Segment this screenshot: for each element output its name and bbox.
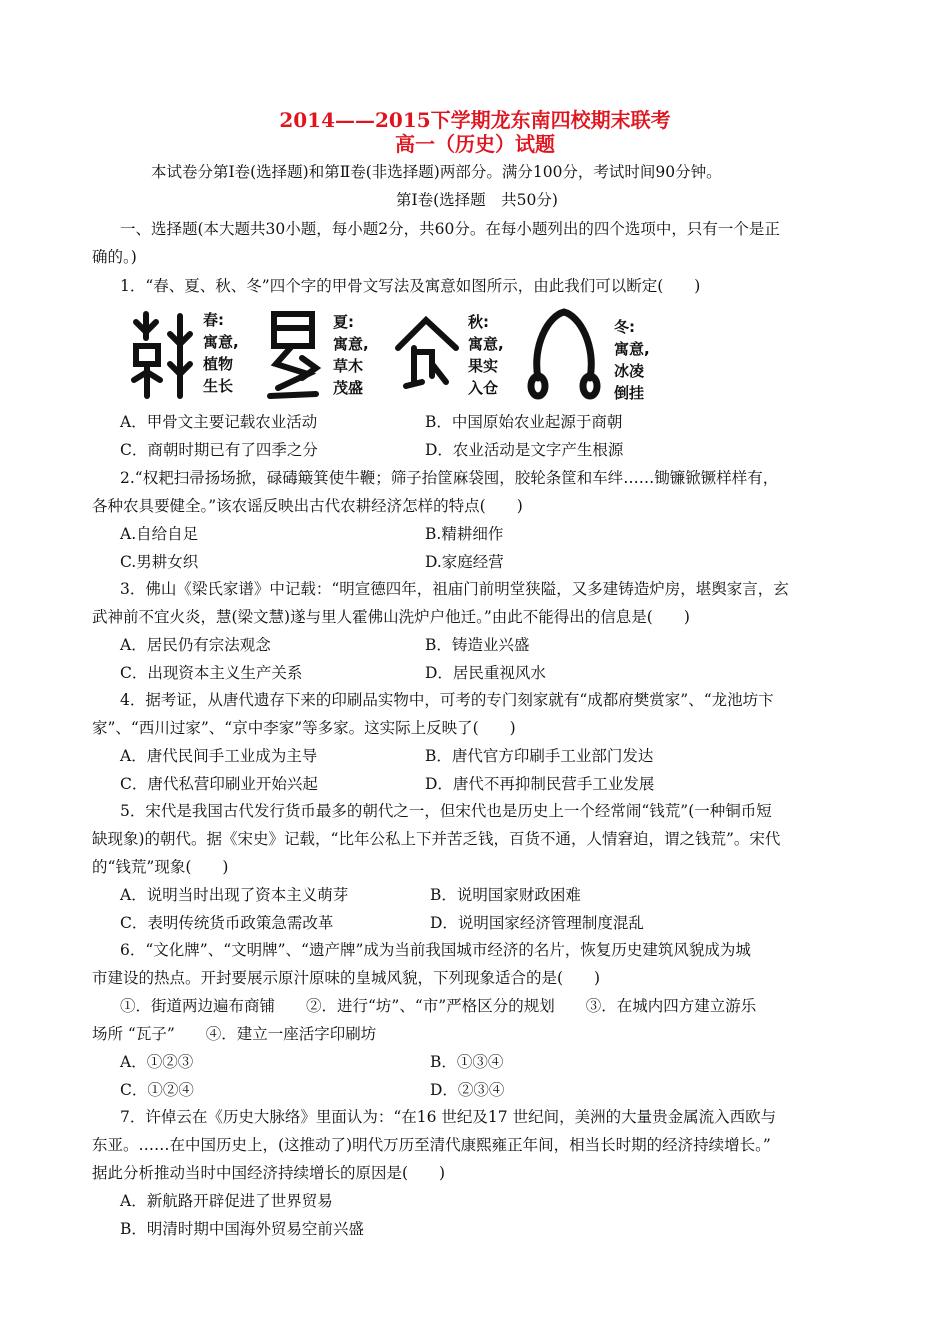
q7-stem-line-2: 东亚。……在中国历史上，(这推动了)明代万历至清代康熙雍正年间，相当长时期的经济持续增长。” [92, 1136, 771, 1154]
q5-option-a: A．说明当时出现了资本主义萌芽 [120, 886, 349, 904]
q3-option-a: A．居民仍有宗法观念 [120, 636, 271, 654]
q4-option-d: D．唐代不再抑制民营手工业发展 [425, 775, 655, 793]
q5-option-c: C．表明传统货币政策急需改革 [120, 914, 334, 932]
q5-stem-line-1: 5．宋代是我国古代发行货币最多的朝代之一，但宋代也是历史上一个经常闹“钱荒”(一种铜币短 [120, 802, 772, 820]
q3-stem-line-1: 3．佛山《梁氏家谱》中记载：“明宣德四年，祖庙门前明堂狭隘，又多建铸造炉房，堪舆家言，玄 [120, 580, 789, 598]
q5-stem-line-2: 缺现象)的朝代。据《宋史》记载，“比年公私上下并苦乏钱，百货不通，人情窘迫，谓之钱荒”。宋代 [92, 830, 781, 848]
exam-title: 2014——2015下学期龙东南四校期末联考 [279, 108, 671, 132]
instructions-line-1: 一、选择题(本大题共30小题，每小题2分，共60分。在每小题列出的四个选项中，只有一个是正 [120, 220, 780, 238]
q6-statements-line-2: 场所 “瓦子” ④．建立一座活字印刷坊 [92, 1025, 377, 1043]
q2-stem-line-2: 各种农具要健全。”该农谣反映出古代农耕经济怎样的特点( ) [92, 497, 523, 515]
q1-stem: 1．“春、夏、秋、冬”四个字的甲骨文写法及寓意如图所示，由此我们可以断定( ) [120, 277, 701, 295]
winter-caption: 冬: 寓意, 冰凌 倒挂 [614, 318, 650, 402]
q4-option-a: A．唐代民间手工业成为主导 [120, 747, 318, 765]
q6-option-d: D．②③④ [430, 1081, 505, 1099]
q7-stem-line-1: 7．许倬云在《历史大脉络》里面认为：“在16 世纪及17 世纪间，美洲的大量贵金属流入西欧与 [120, 1108, 777, 1126]
q3-option-b: B．铸造业兴盛 [425, 636, 530, 654]
q3-stem-line-2: 武神前不宜火炎，慧(梁文慧)遂与里人霍佛山洗炉户他迁。”由此不能得出的信息是( ) [92, 608, 690, 626]
oracle-autumn-glyph-icon [392, 312, 462, 394]
q4-option-b: B．唐代官方印刷手工业部门发达 [425, 747, 654, 765]
q1-option-a: A．甲骨文主要记载农业活动 [120, 413, 318, 431]
q6-option-b: B．①③④ [430, 1053, 504, 1071]
q2-option-b: B.精耕细作 [425, 525, 504, 543]
q6-stem-line-2: 市建设的热点。开封要展示原汁原味的皇城风貌，下列现象适合的是( ) [92, 969, 601, 987]
exam-subtitle: 高一（历史）试题 [395, 132, 555, 156]
q2-option-c: C.男耕女织 [120, 553, 199, 571]
q4-stem-line-2: 家”、“西川过家”、“京中李家”等多家。这实际上反映了( ) [92, 719, 516, 737]
spring-caption: 春: 寓意, 植物 生长 [203, 311, 239, 395]
q3-option-c: C．出现资本主义生产关系 [120, 664, 303, 682]
q7-option-b: B．明清时期中国海外贸易空前兴盛 [120, 1220, 364, 1238]
q6-stem-line-1: 6．“文化牌”、“文明牌”、“遗产牌”成为当前我国城市经济的名片，恢复历史建筑风貌成为城 [120, 941, 751, 959]
q6-option-c: C．①②④ [120, 1081, 194, 1099]
q4-option-c: C．唐代私营印刷业开始兴起 [120, 775, 318, 793]
oracle-spring-glyph-icon [128, 308, 196, 400]
oracle-summer-glyph-icon [262, 308, 324, 400]
q5-option-b: B．说明国家财政困难 [430, 886, 581, 904]
q6-option-a: A．①②③ [120, 1053, 194, 1071]
q4-stem-line-1: 4．据考证，从唐代遗存下来的印刷品实物中，可考的专门刻家就有“成都府樊赏家”、“龙池坊卞 [120, 691, 774, 709]
q1-option-d: D．农业活动是文字产生根源 [425, 441, 624, 459]
q6-statements-line-1: ①．街道两边遍布商铺 ②．进行“坊”、“市”严格区分的规划 ③．在城内四方建立游乐 [120, 997, 757, 1015]
q5-stem-line-3: 的“钱荒”现象( ) [92, 858, 229, 876]
q5-option-d: D．说明国家经济管理制度混乱 [430, 914, 644, 932]
oracle-winter-glyph-icon [522, 306, 606, 400]
q3-option-d: D．居民重视风水 [425, 664, 546, 682]
instructions-line-2: 确的。) [92, 248, 137, 266]
q7-stem-line-3: 据此分析推动当时中国经济持续增长的原因是( ) [92, 1164, 446, 1182]
q2-option-a: A.自给自足 [120, 525, 199, 543]
section-heading: 第Ⅰ卷(选择题 共50分) [396, 191, 558, 209]
q2-stem-line-1: 2.“权耙扫帚扬场掀，碌碡簸箕使牛鞭；筛子抬筐麻袋囤，胶轮条筐和车绊……锄镰锨镢样样有， [120, 469, 779, 487]
autumn-caption: 秋: 寓意, 果实 入仓 [468, 313, 504, 397]
intro-line-1: 本试卷分第Ⅰ卷(选择题)和第Ⅱ卷(非选择题)两部分。满分100分，考试时间90分钟。 [151, 163, 722, 181]
q2-option-d: D.家庭经营 [425, 553, 504, 571]
q7-option-a: A．新航路开辟促进了世界贸易 [120, 1192, 333, 1210]
q1-option-c: C．商朝时期已有了四季之分 [120, 441, 318, 459]
summer-caption: 夏: 寓意, 草木 茂盛 [333, 313, 369, 397]
q1-option-b: B．中国原始农业起源于商朝 [425, 413, 623, 431]
